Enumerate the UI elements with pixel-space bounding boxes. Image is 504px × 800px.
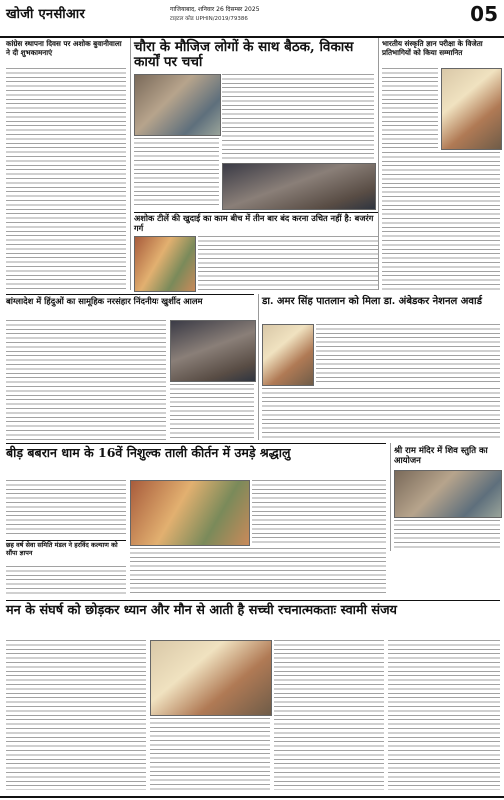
- headline-man: मन के संघर्ष को छोड़कर ध्यान और मौन से आती है सच्ची रचनात्मकताः स्वामी संजय: [6, 603, 397, 618]
- headline-bangladesh: बांग्लादेश में हिंदुओं का सामूहिक नरसंहार निंदनीयः खुर्शीद आलम: [6, 296, 203, 306]
- title-code: टाइटल कोड UPHIN/2019/79386: [170, 16, 248, 22]
- headline-chhath: छह वर्ष सेवा समिति मंडल ने हरविंद कल्याण को सौंपा ज्ञापन: [6, 541, 118, 557]
- story-congress-body: [6, 68, 126, 290]
- story-bangladesh-body: [6, 320, 166, 440]
- headline-beed: बीड़ बबरान धाम के 16वें निशुल्क ताली कीर्तन में उमड़े श्रद्धालु: [6, 445, 291, 460]
- photo-beed-kirtan: [130, 480, 250, 546]
- masthead: [0, 0, 504, 38]
- headline-chaura: चौरा के मौजिज लोगों के साथ बैठक, विकास कार्यों पर चर्चा: [134, 39, 354, 70]
- headline-amar-singh: डा. अमर सिंह पातलान को मिला डा. अंबेडकर नेशनल अवार्ड: [262, 296, 482, 307]
- headline-ashok-tila: अशोक टीलें की खुदाई का काम बीच में तीन बार बंद करना उचित नहीं है: बजरंग गर्ग: [134, 213, 374, 233]
- photo-ashok-tila: [134, 236, 196, 292]
- photo-award-ceremony: [441, 68, 502, 150]
- story-ashok-tila-body: [198, 236, 378, 290]
- story-amar-singh-body: [316, 324, 500, 384]
- photo-chaura-meeting: [134, 74, 221, 136]
- photo-amar-singh: [262, 324, 314, 386]
- newspaper-logo: खोजी एनसीआर: [6, 7, 86, 22]
- story-chaura-body: [222, 74, 374, 160]
- story-bhartiya-body: [382, 152, 500, 290]
- story-man-body: [6, 640, 146, 790]
- photo-shri-ram: [394, 470, 502, 518]
- photo-chaura-group: [222, 163, 376, 210]
- headline-shri-ram: श्री राम मंदिर में शिव स्तुति का आयोजन: [394, 446, 488, 466]
- story-chhath-body: [6, 566, 126, 596]
- dateline: गाजियाबाद, शनिवार 26 दिसम्बर 2025: [170, 6, 260, 13]
- headline-congress: कांग्रेस स्थापना दिवस पर अशोक बुवानीवाला ने दी शुभकामनाएं: [6, 39, 122, 57]
- headline-bhartiya: भारतीय संस्कृति ज्ञान परीक्षा के विजेता प्रतिभागियों को किया सम्मानित: [382, 39, 483, 57]
- photo-swami-sanjay: [150, 640, 272, 716]
- story-shri-ram-body: [394, 520, 500, 550]
- photo-bangladesh: [170, 320, 256, 382]
- page-number: 05: [470, 2, 498, 26]
- story-beed-body: [6, 480, 126, 536]
